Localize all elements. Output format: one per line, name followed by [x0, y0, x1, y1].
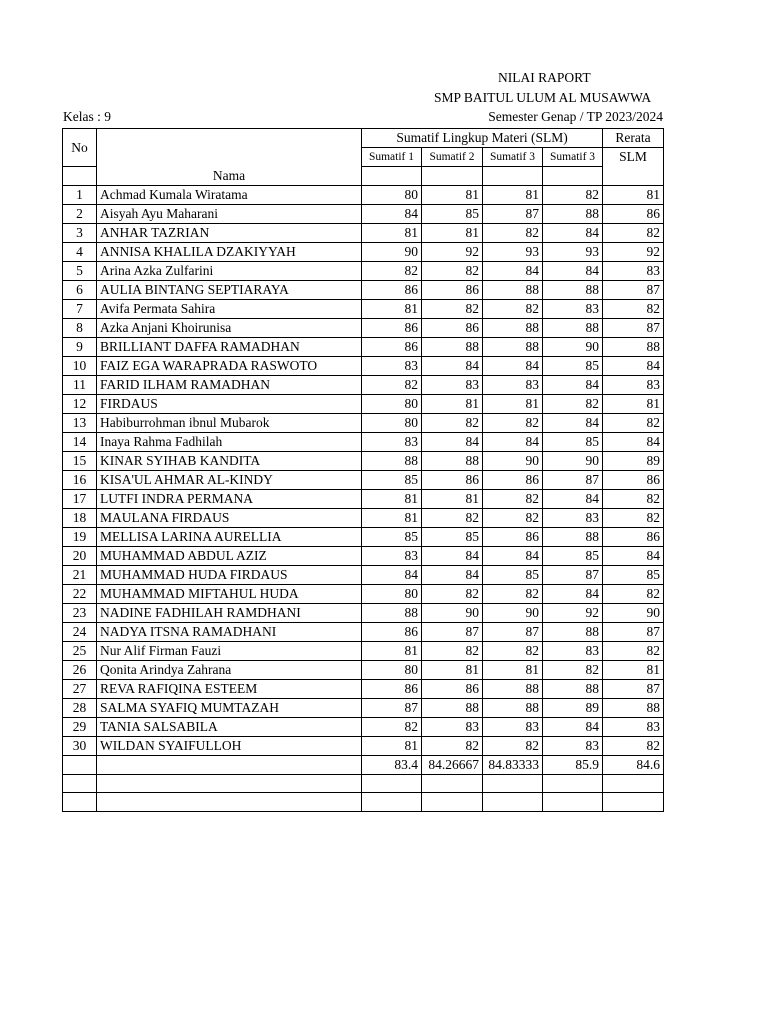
student-row: [63, 471, 664, 490]
score-sumatif-1: 86: [362, 319, 422, 338]
row-no: 21: [63, 566, 97, 585]
score-sumatif-2: 88: [422, 699, 483, 718]
empty-cell: [362, 793, 422, 811]
student-row: [63, 718, 664, 737]
student-row: [63, 357, 664, 376]
score-sumatif-3b: 84: [543, 490, 603, 509]
score-sumatif-3: 88: [483, 680, 543, 699]
student-name: ANNISA KHALILA DZAKIYYAH: [97, 243, 362, 262]
student-name: Nur Alif Firman Fauzi: [97, 642, 362, 661]
score-sumatif-1: 81: [362, 509, 422, 528]
header-rerata-slm: SLM: [603, 148, 664, 167]
student-row: [63, 547, 664, 566]
score-rerata: 84: [603, 547, 664, 566]
score-sumatif-3: 82: [483, 414, 543, 433]
score-rerata: 82: [603, 642, 664, 661]
score-rerata: 84: [603, 357, 664, 376]
score-sumatif-3: 88: [483, 338, 543, 357]
score-sumatif-2: 84: [422, 357, 483, 376]
score-sumatif-1: 88: [362, 604, 422, 623]
score-sumatif-1: 88: [362, 452, 422, 471]
score-sumatif-2: 81: [422, 186, 483, 205]
student-name: KISA'UL AHMAR AL-KINDY: [97, 471, 362, 490]
score-sumatif-2: 81: [422, 395, 483, 414]
score-rerata: 82: [603, 224, 664, 243]
empty-row: [63, 793, 664, 811]
score-sumatif-1: 86: [362, 623, 422, 642]
score-sumatif-2: 88: [422, 452, 483, 471]
row-no: 16: [63, 471, 97, 490]
score-sumatif-1: 86: [362, 680, 422, 699]
student-row: [63, 737, 664, 756]
score-rerata: 89: [603, 452, 664, 471]
score-sumatif-2: 81: [422, 661, 483, 680]
student-row: [63, 623, 664, 642]
student-row: [63, 452, 664, 471]
score-sumatif-1: 80: [362, 585, 422, 604]
score-rerata: 81: [603, 395, 664, 414]
score-rerata: 83: [603, 718, 664, 737]
score-sumatif-3: 85: [483, 566, 543, 585]
score-sumatif-1: 80: [362, 186, 422, 205]
row-no: 4: [63, 243, 97, 262]
empty-cell: [63, 775, 97, 793]
average-value: 85.9: [543, 756, 603, 775]
student-row: [63, 262, 664, 281]
score-sumatif-2: 84: [422, 547, 483, 566]
score-sumatif-3b: 84: [543, 376, 603, 395]
student-name: Azka Anjani Khoirunisa: [97, 319, 362, 338]
score-sumatif-3: 84: [483, 433, 543, 452]
score-sumatif-3: 83: [483, 376, 543, 395]
score-sumatif-3b: 87: [543, 471, 603, 490]
empty-cell: [97, 793, 362, 811]
student-row: [63, 319, 664, 338]
score-sumatif-2: 82: [422, 414, 483, 433]
score-sumatif-1: 90: [362, 243, 422, 262]
score-sumatif-2: 82: [422, 585, 483, 604]
empty-cell: [97, 756, 362, 775]
student-row: [63, 699, 664, 718]
student-row: [63, 509, 664, 528]
score-sumatif-3: 84: [483, 262, 543, 281]
score-sumatif-3: 81: [483, 661, 543, 680]
score-sumatif-3b: 84: [543, 414, 603, 433]
student-row: [63, 566, 664, 585]
score-sumatif-2: 81: [422, 224, 483, 243]
score-sumatif-2: 86: [422, 281, 483, 300]
score-sumatif-1: 87: [362, 699, 422, 718]
score-sumatif-2: 82: [422, 509, 483, 528]
empty-cell: [483, 793, 543, 811]
score-sumatif-2: 82: [422, 262, 483, 281]
score-sumatif-1: 84: [362, 205, 422, 224]
class-label: Kelas : 9: [63, 109, 111, 124]
empty-cell: [543, 793, 603, 811]
school-name: SMP BAITUL ULUM AL MUSAWWA: [434, 90, 652, 105]
score-sumatif-2: 86: [422, 680, 483, 699]
student-row: [63, 338, 664, 357]
score-sumatif-1: 80: [362, 395, 422, 414]
student-name: KINAR SYIHAB KANDITA: [97, 452, 362, 471]
score-sumatif-2: 84: [422, 566, 483, 585]
empty-cell: [483, 775, 543, 793]
score-rerata: 86: [603, 205, 664, 224]
score-sumatif-3: 86: [483, 471, 543, 490]
score-sumatif-3b: 85: [543, 357, 603, 376]
empty-row: [63, 775, 664, 793]
score-sumatif-3b: 83: [543, 300, 603, 319]
score-rerata: 82: [603, 737, 664, 756]
student-name: MUHAMMAD ABDUL AZIZ: [97, 547, 362, 566]
student-name: SALMA SYAFIQ MUMTAZAH: [97, 699, 362, 718]
student-name: NADINE FADHILAH RAMDHANI: [97, 604, 362, 623]
score-sumatif-2: 85: [422, 205, 483, 224]
score-sumatif-3: 82: [483, 224, 543, 243]
score-sumatif-3: 82: [483, 509, 543, 528]
score-sumatif-1: 80: [362, 661, 422, 680]
row-no: 7: [63, 300, 97, 319]
score-rerata: 86: [603, 528, 664, 547]
row-no: 12: [63, 395, 97, 414]
score-sumatif-1: 82: [362, 262, 422, 281]
score-sumatif-3b: 83: [543, 737, 603, 756]
student-row: [63, 186, 664, 205]
student-name: TANIA SALSABILA: [97, 718, 362, 737]
score-rerata: 86: [603, 471, 664, 490]
student-row: [63, 281, 664, 300]
score-sumatif-1: 85: [362, 471, 422, 490]
score-sumatif-3: 93: [483, 243, 543, 262]
score-sumatif-3b: 85: [543, 547, 603, 566]
header-sumatif-3b: Sumatif 3: [543, 148, 603, 167]
student-name: FIRDAUS: [97, 395, 362, 414]
score-sumatif-3b: 83: [543, 642, 603, 661]
student-name: WILDAN SYAIFULLOH: [97, 737, 362, 756]
score-rerata: 88: [603, 699, 664, 718]
row-no: 9: [63, 338, 97, 357]
student-row: [63, 224, 664, 243]
student-row: [63, 376, 664, 395]
student-name: Qonita Arindya Zahrana: [97, 661, 362, 680]
row-no: 1: [63, 186, 97, 205]
score-rerata: 87: [603, 319, 664, 338]
header-sumatif-2: Sumatif 2: [422, 148, 483, 167]
header-nama-spacer: [97, 129, 362, 167]
row-no: 8: [63, 319, 97, 338]
semester-label: Semester Genap / TP 2023/2024: [488, 109, 663, 124]
row-no: 28: [63, 699, 97, 718]
student-name: Arina Azka Zulfarini: [97, 262, 362, 281]
average-value: 84.6: [603, 756, 664, 775]
row-no: 5: [63, 262, 97, 281]
score-rerata: 82: [603, 509, 664, 528]
row-no: 29: [63, 718, 97, 737]
empty-cell: [63, 793, 97, 811]
score-sumatif-3: 82: [483, 585, 543, 604]
empty-cell: [97, 775, 362, 793]
score-sumatif-2: 82: [422, 737, 483, 756]
header-slm-group: Sumatif Lingkup Materi (SLM): [362, 129, 603, 148]
score-sumatif-3b: 92: [543, 604, 603, 623]
score-rerata: 92: [603, 243, 664, 262]
row-no: 17: [63, 490, 97, 509]
row-no: 23: [63, 604, 97, 623]
row-no: 14: [63, 433, 97, 452]
header-sumatif-1: Sumatif 1: [362, 148, 422, 167]
score-sumatif-2: 82: [422, 300, 483, 319]
score-sumatif-2: 83: [422, 376, 483, 395]
student-name: MUHAMMAD MIFTAHUL HUDA: [97, 585, 362, 604]
score-sumatif-3b: 88: [543, 205, 603, 224]
score-sumatif-3b: 88: [543, 623, 603, 642]
score-sumatif-2: 84: [422, 433, 483, 452]
score-sumatif-3b: 84: [543, 224, 603, 243]
score-sumatif-1: 85: [362, 528, 422, 547]
score-rerata: 81: [603, 186, 664, 205]
score-sumatif-3: 82: [483, 642, 543, 661]
score-sumatif-1: 80: [362, 414, 422, 433]
score-rerata: 81: [603, 661, 664, 680]
grades-table: [62, 128, 664, 812]
student-row: [63, 528, 664, 547]
score-sumatif-2: 86: [422, 471, 483, 490]
row-no: 11: [63, 376, 97, 395]
average-value: 84.83333: [483, 756, 543, 775]
student-name: REVA RAFIQINA ESTEEM: [97, 680, 362, 699]
score-sumatif-1: 82: [362, 376, 422, 395]
score-rerata: 90: [603, 604, 664, 623]
student-row: [63, 661, 664, 680]
row-no: 3: [63, 224, 97, 243]
student-name: Avifa Permata Sahira: [97, 300, 362, 319]
student-name: Inaya Rahma Fadhilah: [97, 433, 362, 452]
empty-cell: [362, 775, 422, 793]
score-sumatif-2: 92: [422, 243, 483, 262]
score-sumatif-3b: 87: [543, 566, 603, 585]
score-rerata: 82: [603, 300, 664, 319]
empty-cell: [543, 775, 603, 793]
score-rerata: 87: [603, 623, 664, 642]
header-sumatif-3: Sumatif 3: [483, 148, 543, 167]
row-no: 19: [63, 528, 97, 547]
score-sumatif-3b: 85: [543, 433, 603, 452]
header-blank-cell: [603, 167, 664, 186]
student-name: ANHAR TAZRIAN: [97, 224, 362, 243]
score-sumatif-3: 84: [483, 357, 543, 376]
student-name: MAULANA FIRDAUS: [97, 509, 362, 528]
header-rerata: Rerata: [603, 129, 664, 148]
row-no: 13: [63, 414, 97, 433]
row-no: 24: [63, 623, 97, 642]
score-sumatif-1: 81: [362, 224, 422, 243]
student-name: Aisyah Ayu Maharani: [97, 205, 362, 224]
score-sumatif-1: 81: [362, 490, 422, 509]
empty-cell: [422, 775, 483, 793]
score-sumatif-3: 87: [483, 623, 543, 642]
student-row: [63, 680, 664, 699]
empty-cell: [422, 793, 483, 811]
student-name: FAIZ EGA WARAPRADA RASWOTO: [97, 357, 362, 376]
score-sumatif-1: 81: [362, 737, 422, 756]
header-no-blank: [63, 167, 97, 186]
score-sumatif-2: 82: [422, 642, 483, 661]
score-sumatif-2: 90: [422, 604, 483, 623]
row-no: 30: [63, 737, 97, 756]
score-sumatif-3: 81: [483, 395, 543, 414]
student-row: [63, 642, 664, 661]
score-sumatif-1: 82: [362, 718, 422, 737]
score-sumatif-1: 83: [362, 357, 422, 376]
empty-cell: [63, 756, 97, 775]
score-sumatif-3b: 82: [543, 186, 603, 205]
row-no: 20: [63, 547, 97, 566]
score-sumatif-2: 87: [422, 623, 483, 642]
score-sumatif-1: 83: [362, 433, 422, 452]
student-row: [63, 395, 664, 414]
score-sumatif-3b: 88: [543, 528, 603, 547]
score-sumatif-3: 90: [483, 452, 543, 471]
student-name: MELLISA LARINA AURELLIA: [97, 528, 362, 547]
score-sumatif-3: 88: [483, 699, 543, 718]
header-nama: Nama: [97, 167, 362, 186]
score-sumatif-3b: 88: [543, 680, 603, 699]
student-name: Habiburrohman ibnul Mubarok: [97, 414, 362, 433]
score-rerata: 82: [603, 585, 664, 604]
score-sumatif-3: 83: [483, 718, 543, 737]
student-row: [63, 490, 664, 509]
score-rerata: 82: [603, 414, 664, 433]
score-sumatif-3b: 82: [543, 395, 603, 414]
score-sumatif-3: 88: [483, 281, 543, 300]
student-row: [63, 604, 664, 623]
header-blank-cell: [422, 167, 483, 186]
row-no: 6: [63, 281, 97, 300]
score-sumatif-3: 88: [483, 319, 543, 338]
score-sumatif-2: 85: [422, 528, 483, 547]
row-no: 2: [63, 205, 97, 224]
score-sumatif-3: 82: [483, 300, 543, 319]
score-sumatif-2: 86: [422, 319, 483, 338]
score-sumatif-3b: 93: [543, 243, 603, 262]
score-sumatif-2: 88: [422, 338, 483, 357]
student-name: BRILLIANT DAFFA RAMADHAN: [97, 338, 362, 357]
student-row: [63, 243, 664, 262]
header-blank-cell: [543, 167, 603, 186]
row-no: 18: [63, 509, 97, 528]
score-sumatif-3b: 88: [543, 281, 603, 300]
score-sumatif-3: 82: [483, 490, 543, 509]
empty-cell: [603, 793, 664, 811]
score-sumatif-3: 81: [483, 186, 543, 205]
score-sumatif-3b: 84: [543, 718, 603, 737]
student-row: [63, 300, 664, 319]
score-rerata: 84: [603, 433, 664, 452]
student-row: [63, 585, 664, 604]
score-sumatif-3: 87: [483, 205, 543, 224]
row-no: 10: [63, 357, 97, 376]
student-name: Achmad Kumala Wiratama: [97, 186, 362, 205]
header-no: No: [63, 129, 97, 167]
score-sumatif-3b: 89: [543, 699, 603, 718]
score-sumatif-3b: 84: [543, 585, 603, 604]
score-sumatif-1: 86: [362, 281, 422, 300]
row-no: 22: [63, 585, 97, 604]
student-row: [63, 433, 664, 452]
row-no: 27: [63, 680, 97, 699]
student-name: MUHAMMAD HUDA FIRDAUS: [97, 566, 362, 585]
row-no: 25: [63, 642, 97, 661]
score-sumatif-3b: 82: [543, 661, 603, 680]
score-rerata: 85: [603, 566, 664, 585]
header-blank-cell: [483, 167, 543, 186]
average-row: [63, 756, 664, 775]
score-rerata: 88: [603, 338, 664, 357]
average-value: 84.26667: [422, 756, 483, 775]
student-name: LUTFI INDRA PERMANA: [97, 490, 362, 509]
score-sumatif-3b: 90: [543, 338, 603, 357]
score-sumatif-1: 86: [362, 338, 422, 357]
student-row: [63, 414, 664, 433]
score-sumatif-3b: 83: [543, 509, 603, 528]
header-blank-cell: [362, 167, 422, 186]
score-rerata: 82: [603, 490, 664, 509]
score-sumatif-3b: 88: [543, 319, 603, 338]
student-name: FARID ILHAM RAMADHAN: [97, 376, 362, 395]
score-sumatif-3b: 90: [543, 452, 603, 471]
score-sumatif-3: 82: [483, 737, 543, 756]
score-sumatif-3: 90: [483, 604, 543, 623]
average-value: 83.4: [362, 756, 422, 775]
report-title: NILAI RAPORT: [498, 70, 591, 85]
score-sumatif-3: 86: [483, 528, 543, 547]
score-sumatif-2: 83: [422, 718, 483, 737]
score-rerata: 87: [603, 680, 664, 699]
score-sumatif-1: 81: [362, 300, 422, 319]
score-rerata: 83: [603, 376, 664, 395]
score-sumatif-1: 83: [362, 547, 422, 566]
empty-cell: [603, 775, 664, 793]
score-sumatif-1: 84: [362, 566, 422, 585]
score-sumatif-2: 81: [422, 490, 483, 509]
score-rerata: 87: [603, 281, 664, 300]
student-row: [63, 205, 664, 224]
score-rerata: 83: [603, 262, 664, 281]
score-sumatif-1: 81: [362, 642, 422, 661]
score-sumatif-3b: 84: [543, 262, 603, 281]
row-no: 26: [63, 661, 97, 680]
row-no: 15: [63, 452, 97, 471]
student-name: AULIA BINTANG SEPTIARAYA: [97, 281, 362, 300]
student-name: NADYA ITSNA RAMADHANI: [97, 623, 362, 642]
score-sumatif-3: 84: [483, 547, 543, 566]
